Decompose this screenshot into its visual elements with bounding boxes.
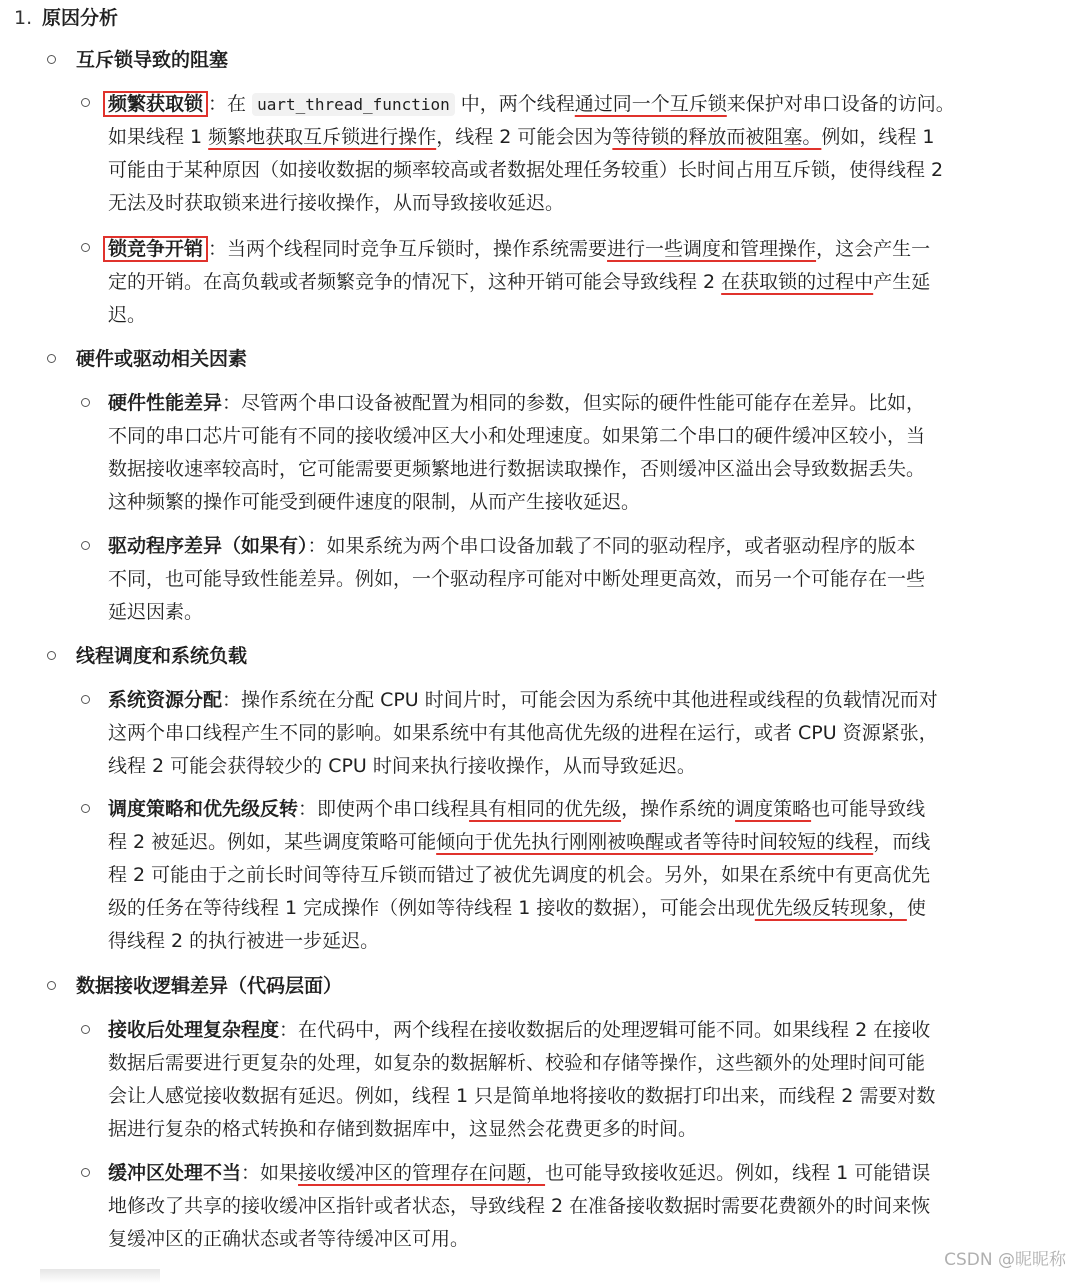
list-item: 频繁获取锁 ：在 uart_thread_function 中，两个线程通过同一个互斥锁来保护对串口设备的访问。 如果线程 1 频繁地获取互斥锁进行操作，线程 2 可能会因为等待锁的释放而被阻塞。例如，线程 1 可能由于某种原因（如接收数据的频率较高或者数据处理任务较重）长时间占用互斥锁，使得线程 2 无法及时获取锁来进行接收操作，从而导致接收延迟。 <box>108 88 1070 220</box>
bullet-icon <box>81 541 90 550</box>
list-item: 硬件性能差异：尽管两个串口设备被配置为相同的参数，但实际的硬件性能可能存在差异。比如， 不同的串口芯片可能有不同的接收缓冲区大小和处理速度。如果第二个串口的硬件缓冲区较小，当 数据接收速率较高时，它可能需要更频繁地进行数据读取操作，否则缓冲区溢出会导致数据丢失。 这种频繁的操作可能受到硬件速度的限制，从而产生接收延迟。 <box>108 392 926 513</box>
bullet-icon <box>47 354 56 363</box>
list-item: 锁竞争开销 ：当两个线程同时竞争互斥锁时，操作系统需要进行一些调度和管理操作，这会产生一 定的开销。在高负载或者频繁竞争的情况下，这种开销可能会导致线程 2 在获取锁的过程中产生延 迟。 <box>108 233 1070 332</box>
bullet-icon <box>47 651 56 660</box>
bullet-icon <box>81 398 90 407</box>
section-title: 原因分析 <box>42 7 119 29</box>
bullet-icon <box>47 981 56 990</box>
bullet-icon <box>81 243 90 252</box>
list-number: 1. <box>14 7 33 29</box>
bullet-icon <box>81 98 90 107</box>
bullet-icon <box>47 55 56 64</box>
subsection-heading: 硬件或驱动相关因素 <box>76 348 248 370</box>
highlight-box: 锁竞争开销 <box>103 236 208 262</box>
list-item: 接收后处理复杂程度：在代码中，两个线程在接收数据后的处理逻辑可能不同。如果线程 2 在接收 数据后需要进行更复杂的处理，如复杂的数据解析、校验和存储等操作，这些额外的处理时间可能 会让人感觉接收数据有延迟。例如，线程 1 只是简单地将接收的数据打印出来，而线程 2 需要对数 据进行复杂的格式转换和存储到数据库中，这显然会花费更多的时间。 <box>108 1019 936 1140</box>
subsection-heading: 线程调度和系统负载 <box>76 645 248 667</box>
bullet-icon <box>81 1168 90 1177</box>
subsection-heading: 数据接收逻辑差异（代码层面） <box>76 975 343 997</box>
code-span: uart_thread_function <box>252 93 455 116</box>
subsection-heading: 互斥锁导致的阻塞 <box>76 49 229 71</box>
list-item: 缓冲区处理不当：如果接收缓冲区的管理存在问题，也可能导致接收延迟。例如，线程 1 可能错误 地修改了共享的接收缓冲区指针或者状态，导致线程 2 在准备接收数据时需要花费额外的时间来恢 复缓冲区的正确状态或者等待缓冲区可用。 <box>108 1162 931 1250</box>
list-item: 驱动程序差异（如果有）：如果系统为两个串口设备加载了不同的驱动程序，或者驱动程序的版本 不同，也可能导致性能差异。例如，一个驱动程序可能对中断处理更高效，而另一个可能存在一些 延迟因素。 <box>108 535 926 623</box>
cutoff-fade <box>40 1269 160 1283</box>
highlight-box: 频繁获取锁 <box>103 91 208 117</box>
csdn-watermark: CSDN @昵昵称 <box>944 1250 1066 1270</box>
bullet-icon <box>81 804 90 813</box>
list-item: 系统资源分配：操作系统在分配 CPU 时间片时，可能会因为系统中其他进程或线程的负载情况而对 这两个串口线程产生不同的影响。如果系统中有其他高优先级的进程在运行，或者 CPU 资源紧张， 线程 2 可能会获得较少的 CPU 时间来执行接收操作，从而导致延迟。 <box>108 689 938 777</box>
bullet-icon <box>81 1025 90 1034</box>
list-item: 调度策略和优先级反转：即使两个串口线程具有相同的优先级，操作系统的调度策略也可能导致线 程 2 被延迟。例如，某些调度策略可能倾向于优先执行刚刚被唤醒或者等待时间较短的线程，而线 程 2 可能由于之前长时间等待互斥锁而错过了被优先调度的机会。另外，如果在系统中有更高优先 级的任务在等待线程 1 完成操作（例如等待线程 1 接收的数据），可能会出现优先级反转现象，使 得线程 2 的执行被进一步延迟。 <box>108 798 931 952</box>
bullet-icon <box>81 695 90 704</box>
